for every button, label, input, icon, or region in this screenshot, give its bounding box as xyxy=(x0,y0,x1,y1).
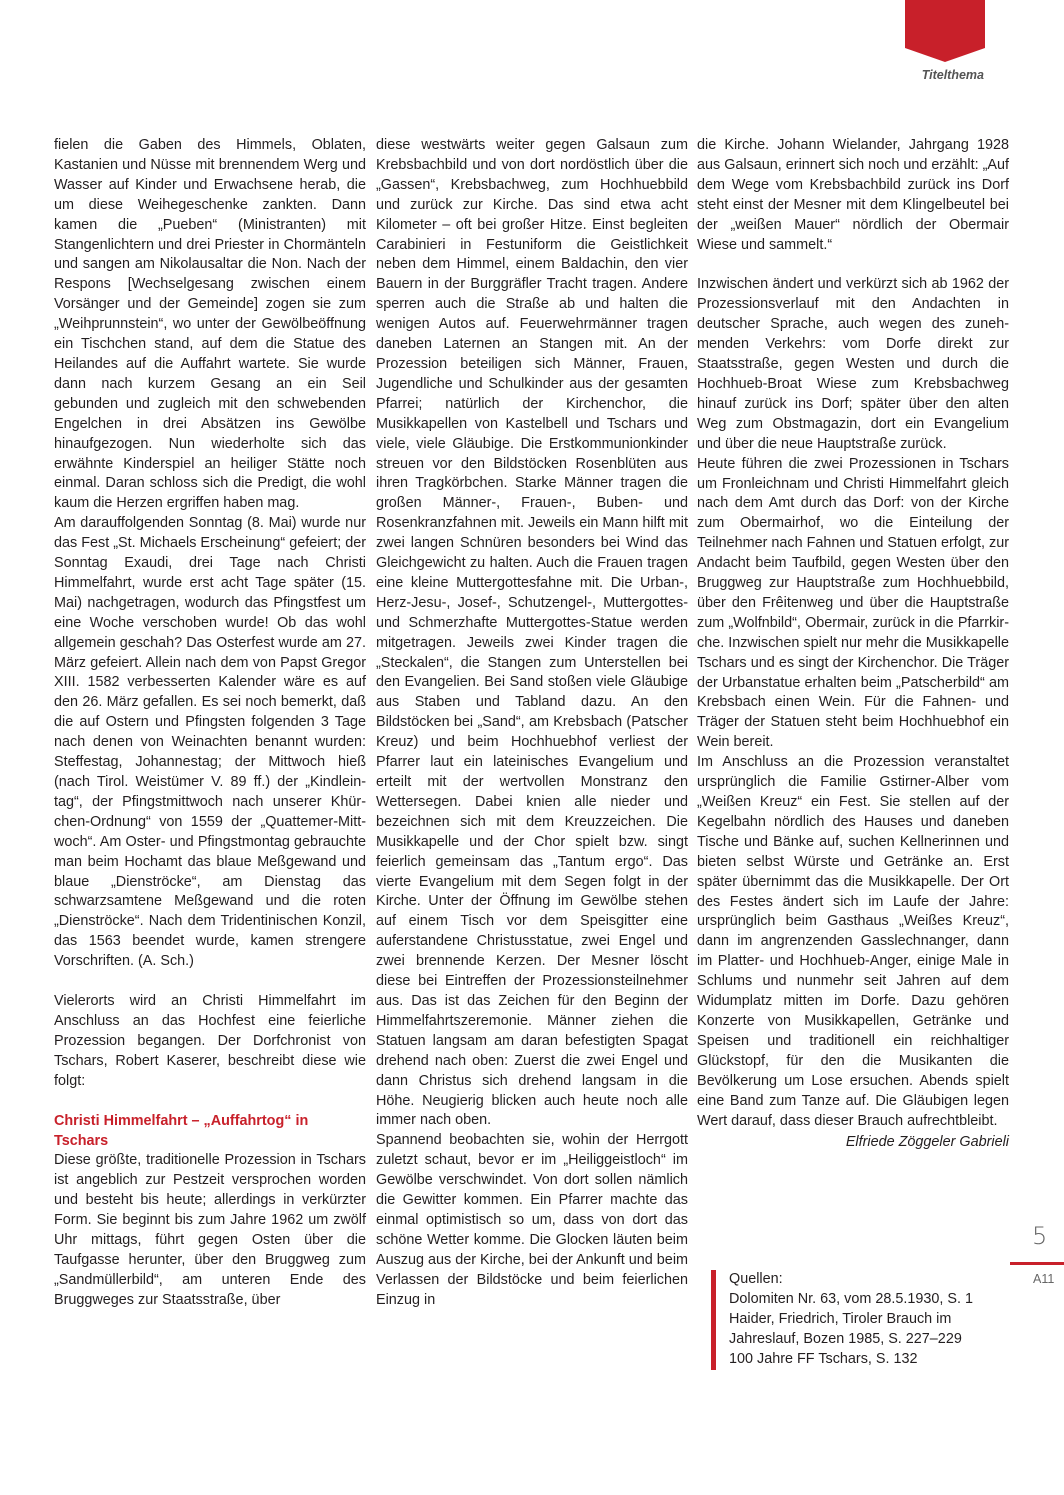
source-item: Jahreslauf, Bozen 1985, S. 227–229 xyxy=(729,1330,962,1347)
sources-box xyxy=(711,1270,973,1370)
paragraph: diese westwärts weiter gegen Galsaun zum Krebsbachbild und von dort nordöstlich über die „Gassen“, Krebsbachweg, zum Hochhuebbild und zurück zur Kirche. Das sind etwa acht Kilometer – oft bei großer Hitze. Einst begleiten Carabinieri in Festuniform die Geistlichkeit neben dem Himmel, einem Baldachin, den vier Bauern in der Burggräfler Tracht tragen. Andere sperren auch die Straße ab und halten die wenigen Autos auf. Feuerwehrmänner tragen daneben Laternen an Stangen mit. An der Prozession beteiligen sich Männer, Frauen, Jugendliche und Schulkinder aus der gesamten Pfarrei; natürlich der Kirchenchor, die Musikkapellen von Kastelbell und Tschars und viele, viele Gläubige. Die Erstkommunionkinder streuen vor den Bildstöcken Rosenblüten aus ihren Tragkörbchen. Starke Männer tragen die großen Männer-, Frauen-, Buben- und Rosenkranzfahnen mit. Jeweils ein Mann hilft mit zwei langen Schnüren besonders bei Wind das Gleichgewicht zu halten. Auch die Frauen tragen eine kleine Muttergottesfahne mit. Die Urban-, Herz-Jesu-, Josef-, Schutzengel-, Muttergottes- und Schmerzhafte Muttergottes-Statue werden mitgetragen. Jeweils zwei Kinder tragen die „Steckalen“, die Stangen zum Unterstellen bei den Evangelien. Bei Sand stoßen viele Gläubige aus Staben und Tabland dazu. An den Bildstöcken bei „Sand“, am Krebsbach (Patscher Kreuz) und beim Hochhuebhof verliest der Pfarrer laut ein lateinisches Evangelium und erteilt mit der wertvollen Monstranz den Wettersegen. Dabei knien alle nieder und bezeichnen sich mit dem Kreuzzeichen. Die Musikkapelle und der Chor spielt bzw. singt feierlich gemeinsam das „Tantum ergo“. Das vierte Evangelium mit dem Segen folgt in der Kirche. Unter der Öffnung im Gewölbe stehen auf einem Tisch vor dem Speisgitter eine auferstandene Christusstatue, zwei Engel und zwei brennende Kerzen. Der Mesner löscht diese bei Eintreffen der Prozessionsteilnehmer aus. Das ist das Zeichen für den Beginn der Himmelfahrtszeremonie. Männer ziehen die Statuen langsam am daran befestigten Spagat drehend nach oben: Zuerst die zwei Engel und dann Christus sich drehend langsam in die Höhe. Neugierig blicken auch heute noch alle immer nach oben. xyxy=(376,137,688,1129)
paragraph: Vielerorts wird an Christi Himmelfahrt im Anschluss an das Hochfest eine feierliche Prozession begangen. Der Dorfchronist von Tschars, Robert Kaserer, beschreibt diese wie folgt: xyxy=(54,993,366,1089)
paragraph: Am darauffolgenden Sonntag (8. Mai) wurde nur das Fest „St. Michaels Erscheinung“ gefeiert; der Sonntag Exaudi, drei Tage nach Christi Himmelfahrt, wurde erst acht Tage später (15. Mai) nachgetragen, wodurch das Pfingstfest um eine Woche verschoben wurde! Ob das wohl allgemein geschah? Das Osterfest wurde am 27. März gefeiert. Allein nach dem von Papst Gregor XIII. 1582 verbesserten Kalender wäre es auf den 26. März gefallen. Es sei noch bemerkt, daß die auf Ostern und Pfingsten folgenden 3 Tage nach denen von Weinachten benannt wurden: Steffestag, Johannestag; der Mittwoch hieß (nach Tirol. Weistümer V. 89 ff.) der „Kindleintag“, der Pfingstmittwoch nach unserer Khürchen-Ordnung“ von 1559 der „Quattemer-Mittwoch“. Am Oster- und Pfingstmontag gebrauchte man beim Hochamt das blaue Meßgewand und blaue „Dienströcke“, am Dienstag das schwarzsamtene Meßgewand und die roten „Dienströcke“. Nach dem Tridentinischen Konzil, das 1563 beendet wurde, kamen strengere Vorschriften. (A. Sch.) xyxy=(54,515,366,970)
author-signature: Elfriede Zöggeler Gabrieli xyxy=(845,1134,1009,1151)
source-item: 100 Jahre FF Tschars, S. 132 xyxy=(729,1350,918,1367)
paragraph: Inzwischen ändert und verkürzt sich ab 1962 der Prozessionsverlauf mit den Andachten in deutscher Sprache, auch wegen des zunehmenden Verkehrs: vom Dorfe direkt zur Staatsstraße, gegen Westen und durch die Hochhueb-Broat Wiese zum Krebsbachweg hinauf zurück ins Dorf; später über den alten Weg zum Obstmagazin, dort ein Evangelium und über die neue Hauptstraße zurück. xyxy=(697,276,1009,452)
source-item: Haider, Friedrich, Tiroler Brauch im xyxy=(729,1310,952,1327)
page-number-divider xyxy=(1010,1262,1064,1265)
paragraph: Spannend beobachten sie, wohin der Herrgott zuletzt schaut, bevor er im „Heiliggeistloch“ im Gewölbe verschwindet. Von dort sollen nämlich die Gewitter kommen. Ein Pfarrer machte das einmal optimistisch so um, dass von dort das schöne Wetter komme. Die Glocken läuten beim Auszug aus der Kirche, bei der Ankunft und beim Verlassen der Bildstöcke und beim feierlichen Einzug in xyxy=(376,1132,688,1308)
paragraph: die Kirche. Johann Wielander, Jahrgang 1928 aus Galsaun, erinnert sich noch und erzählt: „Auf dem Wege vom Krebsbachbild zurück ins Dorf steht einst der Mesner mit dem Klingelbeutel bei der „weißen Mauer“ nördlich der Obermair Wiese und sammelt.“ xyxy=(697,137,1009,253)
paragraph: fielen die Gaben des Himmels, Oblaten, Kastanien und Nüsse mit brennendem Werg und Wasser auf Kinder und Erwachsene herab, die um diese Weihegeschenke zankten. Dann kamen die „Pueben“ (Ministranten) mit Stangenlichtern und drei Priester in Chormänteln und sangen am Nikolausaltar die Non. Nach der Respons [Wechselgesang zwischen einem Vorsänger und der Gemeinde] zogen sie zum „Weihprunnstein“, wo unter der Gewölbeöffnung ein Tischchen stand, auf dem die Statue des Heilandes auf die Auffahrt wartete. Sie wurde dann nach kurzem Gesang an ein Seil gebunden und zugleich mit den schwebenden Engelchen in drei Absätzen ins Gewölbe hinaufgezogen. Nun wiederholte sich das erwähnte Kinderspiel an heiliger Stätte noch einmal. Daran schloss sich die Predigt, die wohl kaum die Herzen ergriffen haben mag. xyxy=(54,137,366,512)
article-column-1 xyxy=(54,136,366,1311)
article-column-3 xyxy=(697,136,1009,1153)
sources-title: Quellen: xyxy=(729,1271,783,1287)
section-heading: Christi Himmelfahrt – „Auffahrtog“ in Tschars xyxy=(54,1112,309,1149)
page-code: A11 xyxy=(1033,1272,1055,1286)
article-column-2 xyxy=(376,136,688,1310)
paragraph: Diese größte, traditionelle Prozession in Tschars ist angeblich zur Pestzeit versprochen worden und besteht bis heute; allerdings in verkürzter Form. Sie beginnt bis zum Jahre 1962 um zwölf Uhr mittags, führt gegen Osten über die Taufgasse herunter, über den Bruggweg zum „Sandmüllerbild“, am unteren Ende des Bruggweges zur Staatsstraße, über xyxy=(54,1152,366,1308)
paragraph: Heute führen die zwei Prozessionen in Tschars um Fronleichnam und Christi Himmelfahrt gleich nach dem Amt durch das Dorf: von der Kirche zum Obermairhof, wo die Einteilung der Teilnehmer nach Fahnen und Statuen erfolgt, zur Andacht beim Taufbild, gegen Westen über den Bruggweg zur Hauptstraße zum Hochhuebbild, über den Frêitenweg und über die Hauptstraße zum „Wolfnbild“, Obermair, zurück in die Pfarrkirche. Inzwischen spielt nur mehr die Musikkapelle Tschars und es singt der Kirchenchor. Die Träger der Urbanstatue erhalten beim „Patscherbild“ am Krebsbach einen Wein. Für die Fahnen- und Träger der Statuen steht beim Hochhuebhof ein Wein bereit. xyxy=(697,455,1009,751)
page-number: 5 xyxy=(1032,1222,1048,1250)
source-item: Dolomiten Nr. 63, vom 28.5.1930, S. 1 xyxy=(729,1290,973,1307)
paragraph: Im Anschluss an die Prozession veranstaltet ursprünglich die Familie Gstirner-Alber vom „Weißen Kreuz“ ein Fest. Sie stellen auf der Kegelbahn nördlich des Hauses und daneben Tische und Bänke auf, suchen Kellnerinnen und bieten selbst Würste und Getränke an. Erst später übernimmt das die Musikkapelle. Der Ort des Festes ändert sich im Laufe der Jahre: ursprünglich beim Gasthaus „Weißes Kreuz“, dann im angrenzenden Gasslechnanger, dann im Platter- und Hochhueb-Anger, einige Male in Schlums und nunmehr seit Jahren auf dem Widumplatz mitten im Dorfe. Dazu gehören Konzerte von Musikkapellen, Getränke und Speisen und traditionell ein reichhaltiger Glückstopf, für den die Musikanten die Bevölkerung um Lose ersuchen. Abends spielt eine Band zum Tanze auf. Die Gläubigen legen Wert darauf, dass dieser Brauch aufrechtbleibt. xyxy=(697,754,1009,1129)
section-tab xyxy=(905,0,985,62)
section-label: Titelthema xyxy=(921,68,984,82)
